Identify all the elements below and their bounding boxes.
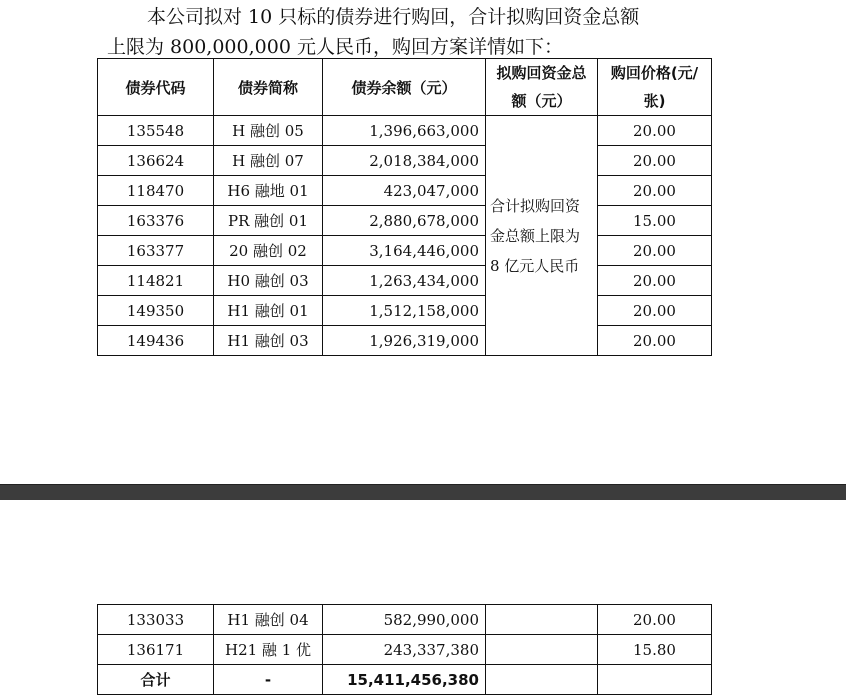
cell-price	[598, 665, 712, 695]
cell-name: H 融创 05	[214, 116, 323, 146]
table-row	[98, 605, 712, 635]
cell-price: 20.00	[598, 296, 712, 326]
cell-balance: 2,880,678,000	[323, 206, 486, 236]
table-header-row	[98, 59, 712, 116]
total-label: 合计	[98, 665, 214, 695]
cell-name: H1 融创 01	[214, 296, 323, 326]
header-buyback-price: 购回价格(元/张)	[598, 59, 712, 116]
cell-price: 15.00	[598, 206, 712, 236]
cell-name: H6 融地 01	[214, 176, 323, 206]
bond-buyback-table	[97, 58, 712, 356]
cell-code: 163376	[98, 206, 214, 236]
table-row	[98, 236, 712, 266]
document-page-2	[0, 500, 846, 696]
header-bond-name: 债券简称	[214, 59, 323, 116]
table-row	[98, 326, 712, 356]
cell-buyback-total	[486, 605, 598, 635]
cell-code: 118470	[98, 176, 214, 206]
table-row	[98, 146, 712, 176]
cell-balance: 1,263,434,000	[323, 266, 486, 296]
cell-price: 20.00	[598, 116, 712, 146]
header-bond-balance: 债券余额（元）	[323, 59, 486, 116]
page-separator	[0, 484, 846, 501]
cell-code: 149350	[98, 296, 214, 326]
cell-name: PR 融创 01	[214, 206, 323, 236]
table-total-row	[98, 665, 712, 695]
cell-code: 149436	[98, 326, 214, 356]
cell-price: 20.00	[598, 236, 712, 266]
cell-balance: 423,047,000	[323, 176, 486, 206]
cell-balance: 582,990,000	[323, 605, 486, 635]
header-buyback-total: 拟购回资金总额（元）	[486, 59, 598, 116]
cell-name: H1 融创 04	[214, 605, 323, 635]
cell-price: 20.00	[598, 326, 712, 356]
cell-balance: 2,018,384,000	[323, 146, 486, 176]
cell-code: 114821	[98, 266, 214, 296]
cell-buyback-total	[486, 635, 598, 665]
cell-balance: 3,164,446,000	[323, 236, 486, 266]
cell-code: 136624	[98, 146, 214, 176]
bond-buyback-table-continued	[97, 604, 712, 695]
cell-name: H0 融创 03	[214, 266, 323, 296]
cell-name: 20 融创 02	[214, 236, 323, 266]
cell-price: 20.00	[598, 605, 712, 635]
cell-price: 20.00	[598, 146, 712, 176]
cell-price: 15.80	[598, 635, 712, 665]
table-row	[98, 296, 712, 326]
cell-price: 20.00	[598, 266, 712, 296]
table-row	[98, 635, 712, 665]
intro-paragraph-line-1: 本公司拟对 10 只标的债券进行购回，合计拟购回资金总额	[147, 6, 640, 28]
table-row	[98, 176, 712, 206]
cell-buyback-total	[486, 665, 598, 695]
intro-paragraph-line-2: 上限为 800,000,000 元人民币，购回方案详情如下：	[107, 36, 563, 58]
total-balance: 15,411,456,380	[323, 665, 486, 695]
cell-code: 136171	[98, 635, 214, 665]
table-row	[98, 206, 712, 236]
cell-name: H1 融创 03	[214, 326, 323, 356]
cell-balance: 1,512,158,000	[323, 296, 486, 326]
total-name-dash: -	[214, 665, 323, 695]
merged-total-note: 合计拟购回资金总额上限为 8 亿元人民币	[486, 116, 598, 356]
cell-balance: 1,926,319,000	[323, 326, 486, 356]
cell-code: 133033	[98, 605, 214, 635]
cell-code: 163377	[98, 236, 214, 266]
table-row	[98, 116, 712, 146]
cell-name: H21 融 1 优	[214, 635, 323, 665]
cell-code: 135548	[98, 116, 214, 146]
cell-balance: 243,337,380	[323, 635, 486, 665]
cell-name: H 融创 07	[214, 146, 323, 176]
cell-balance: 1,396,663,000	[323, 116, 486, 146]
table-row	[98, 266, 712, 296]
header-bond-code: 债券代码	[98, 59, 214, 116]
cell-price: 20.00	[598, 176, 712, 206]
